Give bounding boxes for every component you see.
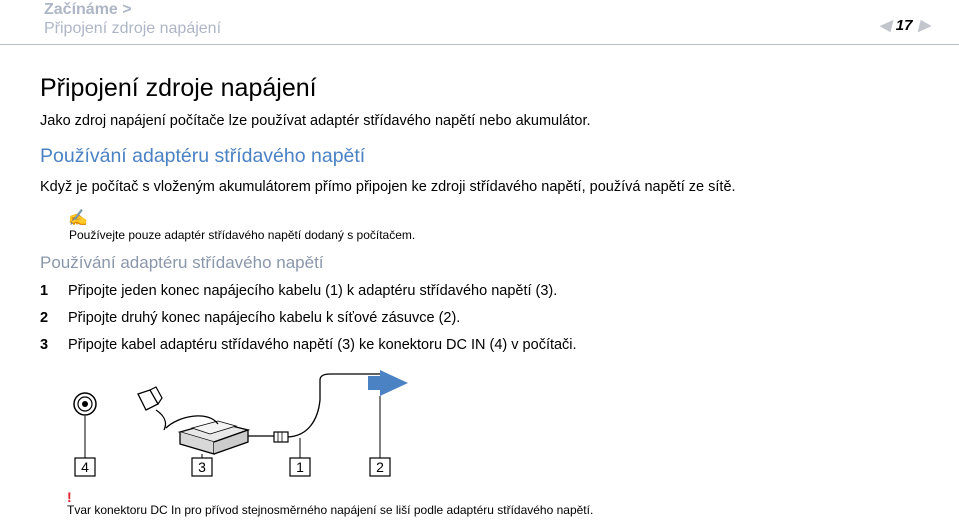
pager (879, 16, 929, 34)
ac-adapter-icon (180, 421, 248, 454)
next-page-icon[interactable]: ▶ (918, 17, 929, 34)
dc-plug-icon (138, 387, 166, 430)
section-text: Když je počítač s vloženým akumulátorem přímo připojen ke zdroji střídavého napětí, používá napětí ze sítě. (40, 179, 736, 195)
callout-1 (290, 458, 310, 476)
callout-label: 2 (376, 459, 384, 475)
step-text: Připojte jeden konec napájecího kabelu (1) k adaptéru střídavého napětí (3). (68, 283, 558, 299)
section-title: Používání adaptéru střídavého napětí (40, 145, 366, 167)
callout-2 (370, 458, 390, 476)
page-number: 17 (895, 16, 913, 34)
warning-icon: ! (67, 489, 72, 505)
callout-label: 4 (81, 459, 89, 475)
callout-label: 3 (198, 459, 206, 475)
step-1 (40, 283, 557, 299)
breadcrumb-sub[interactable]: Připojení zdroje napájení (44, 20, 222, 37)
step-number: 1 (40, 283, 49, 299)
callout-3 (192, 458, 212, 476)
step-3 (40, 337, 577, 353)
procedure-title: Používání adaptéru střídavého napětí (40, 253, 324, 272)
note-pencil-icon: ✍ (68, 210, 88, 227)
breadcrumb[interactable] (44, 0, 221, 38)
connection-diagram (68, 370, 413, 485)
step-2 (40, 310, 460, 326)
callout-label: 1 (296, 459, 304, 475)
callout-4 (75, 458, 95, 476)
breadcrumb-main[interactable]: Začínáme > (44, 1, 132, 18)
page-title: Připojení zdroje napájení (40, 74, 317, 102)
step-number: 3 (40, 337, 49, 353)
prev-page-icon[interactable]: ◀ (879, 17, 890, 34)
header-divider (0, 44, 959, 45)
warning-text: Tvar konektoru DC In pro přívod stejnosměrného napájení se liší podle adaptéru střídavého napětí. (67, 503, 594, 517)
note-text: Používejte pouze adaptér střídavého napětí dodaný s počítačem. (69, 228, 416, 242)
step-number: 2 (40, 310, 49, 326)
step-text: Připojte kabel adaptéru střídavého napětí (3) ke konektoru DC IN (4) v počítači. (68, 337, 577, 353)
power-cable-icon (248, 374, 380, 442)
dc-in-port-icon (74, 393, 96, 415)
intro-text: Jako zdroj napájení počítače lze používat adaptér střídavého napětí nebo akumulátor. (40, 113, 591, 129)
step-text: Připojte druhý konec napájecího kabelu k síťové zásuvce (2). (68, 310, 461, 326)
